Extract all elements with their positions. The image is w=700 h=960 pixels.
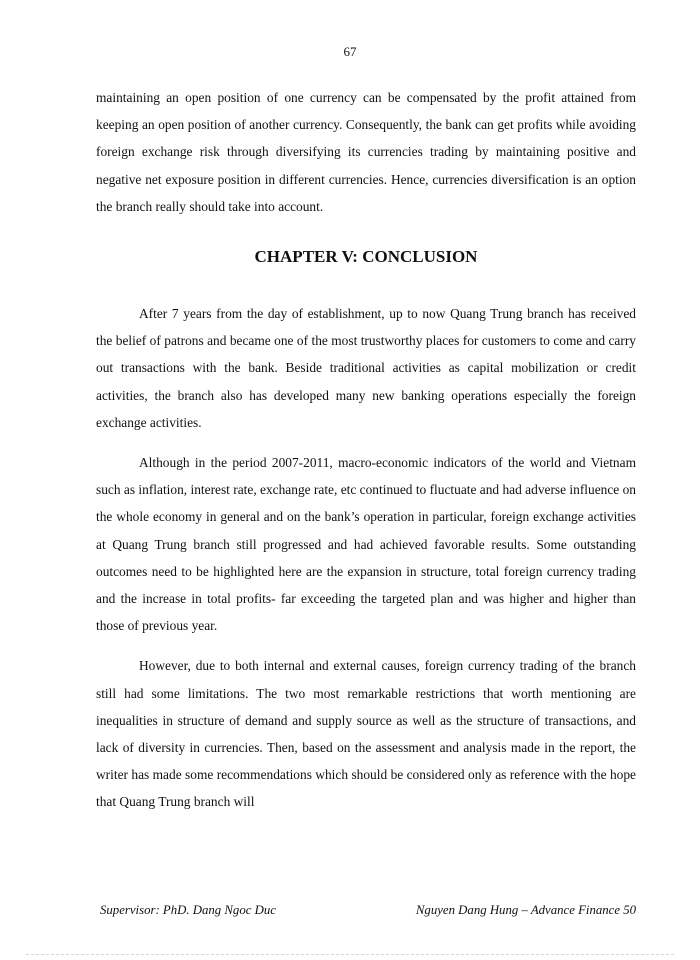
- footer-supervisor: Supervisor: PhD. Dang Ngoc Duc: [100, 903, 276, 917]
- paragraph-limitations: However, due to both internal and external causes, foreign currency trading of the branch still had some limitations. The two most remarkable restrictions that worth mentioning are inequalities in structure of demand and supply source as well as the structure of transactions, and lack of diversity in currencies. Then, based on the assessment and analysis made in the report, the writer has made some recommendations which should be considered only as reference with the hope that Quang Trung branch will: [96, 658, 636, 810]
- chapter-title: CHAPTER V: CONCLUSION: [254, 247, 478, 267]
- page-number: 67: [343, 44, 357, 59]
- paragraph-establishment: After 7 years from the day of establishment, up to now Quang Trung branch has received the belief of patrons and became one of the most trustworthy places for customers to come and carry out transactions with the bank. Beside traditional activities as capital mobilization or credit activities, the branch also has developed many new banking operations especially the foreign exchange activities.: [96, 306, 636, 430]
- footer-author: Nguyen Dang Hung – Advance Finance 50: [415, 903, 636, 917]
- page-body: [96, 84, 636, 829]
- paragraph-results: Although in the period 2007-2011, macro-economic indicators of the world and Vietnam such as inflation, interest rate, exchange rate, etc continued to fluctuate and had adverse influence on the whole economy in general and on the bank’s operation in particular, foreign exchange activities at Quang Trung branch still progressed and had achieved favorable results. Some outstanding outcomes need to be highlighted here are the expansion in structure, total foreign currency trading and the increase in total profits- far exceeding the targeted plan and was higher and higher than those of previous year.: [96, 455, 636, 634]
- continuation-paragraph: maintaining an open position of one currency can be compensated by the profit attained from keeping an open position of another currency. Consequently, the bank can get profits while avoiding foreign exchange risk through diversifying its currencies trading by maintaining positive and negative net exposure position in different currencies. Hence, currencies diversification is an option the branch really should take into account.: [96, 90, 636, 214]
- page-bottom-rule: [26, 954, 674, 955]
